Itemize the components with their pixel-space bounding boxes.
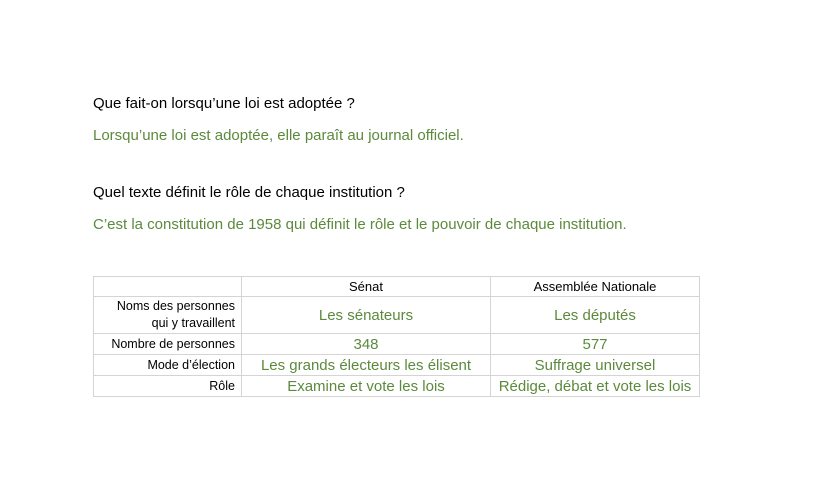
- cell-senat: 348: [242, 334, 491, 355]
- row-label: Mode d’élection: [94, 355, 242, 376]
- table-header-row: [94, 277, 700, 297]
- table-header-senat: Sénat: [242, 277, 491, 297]
- table-row: [94, 297, 700, 334]
- table-row: [94, 376, 700, 397]
- row-label: Noms des personnes qui y travaillent: [94, 297, 242, 334]
- table-header-empty: [94, 277, 242, 297]
- row-label: Nombre de personnes: [94, 334, 242, 355]
- table-row: [94, 334, 700, 355]
- cell-assemblee: Suffrage universel: [491, 355, 700, 376]
- answer-2: C’est la constitution de 1958 qui définit le rôle et le pouvoir de chaque institution.: [93, 216, 627, 233]
- question-2: Quel texte définit le rôle de chaque institution ?: [93, 184, 405, 201]
- answer-1: Lorsqu’une loi est adoptée, elle paraît au journal officiel.: [93, 127, 464, 144]
- cell-senat: Les grands électeurs les élisent: [242, 355, 491, 376]
- institutions-table: [93, 276, 700, 397]
- cell-assemblee: Les députés: [491, 297, 700, 334]
- table-header-assemblee: Assemblée Nationale: [491, 277, 700, 297]
- question-1: Que fait-on lorsqu’une loi est adoptée ?: [93, 95, 355, 112]
- row-label: Rôle: [94, 376, 242, 397]
- cell-assemblee: Rédige, débat et vote les lois: [491, 376, 700, 397]
- cell-assemblee: 577: [491, 334, 700, 355]
- cell-senat: Les sénateurs: [242, 297, 491, 334]
- cell-senat: Examine et vote les lois: [242, 376, 491, 397]
- table-row: [94, 355, 700, 376]
